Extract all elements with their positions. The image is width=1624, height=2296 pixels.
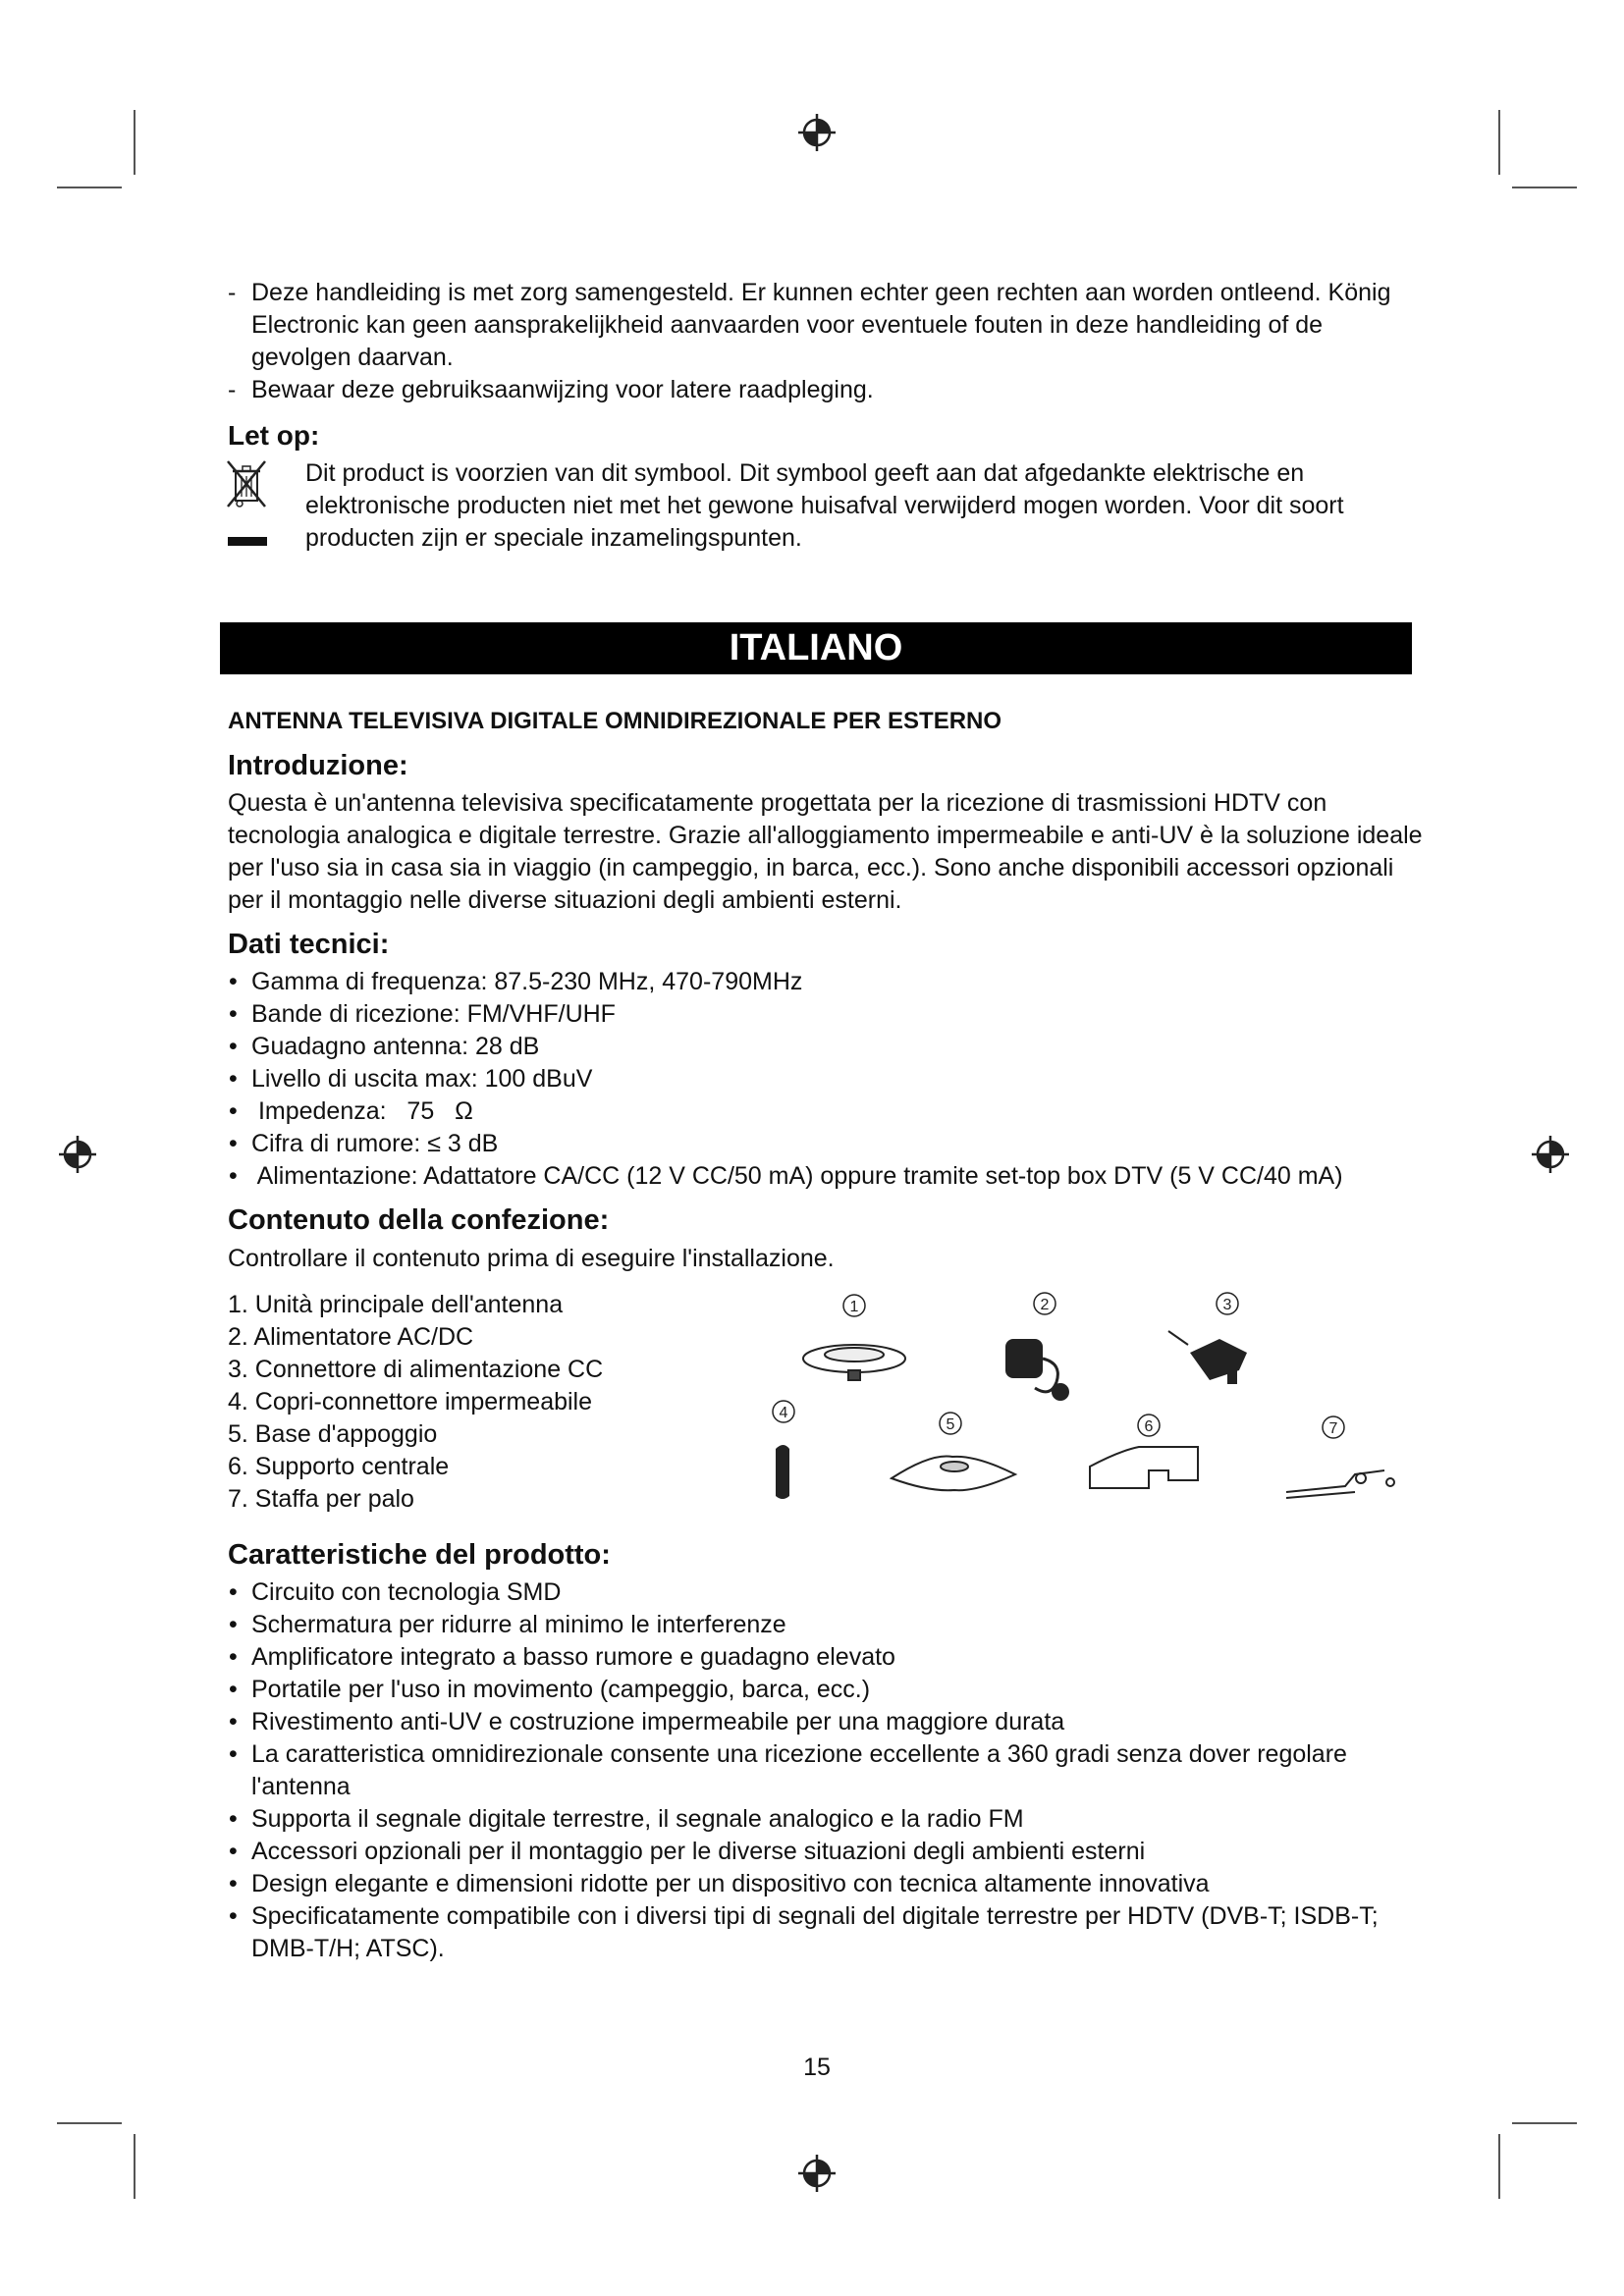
specs-heading: Dati tecnici: [228, 929, 390, 960]
let-op-text: Dit product is voorzien van dit symbool. Dit symbool geeft aan dat afgedankte elektrische en elektronische producten niet met het gewone huisafval verwijderd mogen worden. Voor dit soort producten zijn er speciale inzamelingspunten. [305, 459, 1344, 552]
base-icon [892, 1456, 1015, 1490]
spec-item: • Gamma di frequenza: 87.5-230 MHz, 470-790MHz [228, 966, 1435, 998]
feature-item: • Design elegante e dimensioni ridotte per un dispositivo con tecnica altamente innovativa [228, 1868, 1435, 1900]
page-number: 15 [803, 2054, 831, 2081]
nl-note: - Deze handleiding is met zorg samengesteld. Er kunnen echter geen rechten aan worden ontleend. König Electronic kan geen aansprakelijkheid aanvaarden voor eventuele fouten in deze handleiding of de gevolgen daarvan. [228, 279, 1391, 371]
feature-item: • Schermatura per ridurre al minimo le interferenze [228, 1609, 1435, 1641]
crop-mark [1498, 110, 1500, 175]
contents-item: 3. Connettore di alimentazione CC [228, 1356, 604, 1383]
crop-mark [57, 2122, 122, 2124]
registration-mark-icon [796, 112, 838, 153]
spec-item: • Guadagno antenna: 28 dB [228, 1031, 1435, 1063]
specs-list [228, 966, 1435, 1193]
weee-bar [228, 537, 267, 546]
intro-heading: Introduzione: [228, 750, 408, 781]
nl-notes [228, 277, 1426, 406]
contents-intro: Controllare il contenuto prima di eseguire l'installazione. [228, 1245, 835, 1272]
figure-number: 4 [779, 1405, 788, 1421]
features-list [228, 1576, 1435, 1965]
nl-note: - Bewaar deze gebruiksaanwijzing voor latere raadpleging. [228, 376, 874, 403]
feature-item: • Specificatamente compatibile con i diversi tipi di segnali del digitale terrestre per HDTV (DVB-T; ISDB-T; DMB-T/H; ATSC). [228, 1900, 1400, 1965]
crop-mark [1512, 2122, 1577, 2124]
let-op-heading: Let op: [228, 420, 320, 451]
feature-item: • Portatile per l'uso in movimento (campeggio, barca, ecc.) [228, 1674, 1435, 1706]
figure-number: 6 [1144, 1418, 1154, 1435]
figure-number: 5 [946, 1416, 955, 1433]
connector-cover-icon [776, 1445, 789, 1499]
contents-item: 2. Alimentatore AC/DC [228, 1323, 474, 1351]
crop-mark [134, 110, 135, 175]
contents-item: 1. Unità principale dell'antenna [228, 1291, 564, 1318]
crop-mark [1498, 2134, 1500, 2199]
spec-item: • Impedenza: 75 Ω [228, 1095, 1435, 1128]
spec-item: • Livello di uscita max: 100 dBuV [228, 1063, 1435, 1095]
figure-number: 7 [1328, 1420, 1338, 1437]
language-banner: ITALIANO [220, 622, 1412, 674]
contents-list [228, 1289, 603, 1516]
package-contents-illustration [766, 1286, 1414, 1522]
spec-item: • Bande di ricezione: FM/VHF/UHF [228, 998, 1435, 1031]
product-title: ANTENNA TELEVISIVA DIGITALE OMNIDIREZIONALE PER ESTERNO [228, 708, 1002, 734]
antenna-unit-icon [803, 1345, 905, 1380]
dc-connector-icon [1168, 1331, 1247, 1384]
contents-item: 4. Copri-connettore impermeabile [228, 1388, 593, 1415]
feature-item: • Supporta il segnale digitale terrestre, il segnale analogico e la radio FM [228, 1803, 1435, 1836]
crop-mark [1512, 187, 1577, 188]
feature-item: • Accessori opzionali per il montaggio per le diverse situazioni degli ambienti esterni [228, 1836, 1435, 1868]
contents-heading: Contenuto della confezione: [228, 1204, 610, 1236]
spec-item: • Cifra di rumore: ≤ 3 dB [228, 1128, 1435, 1160]
registration-mark-icon [796, 2153, 838, 2194]
figure-number: 2 [1040, 1297, 1050, 1313]
contents-item: 5. Base d'appoggio [228, 1420, 438, 1448]
power-adapter-icon [1005, 1339, 1069, 1401]
contents-item: 7. Staffa per palo [228, 1485, 414, 1513]
feature-item: • Circuito con tecnologia SMD [228, 1576, 1435, 1609]
contents-item: 6. Supporto centrale [228, 1453, 450, 1480]
intro-text: Questa è un'antenna televisiva specificatamente progettata per la ricezione di trasmissioni HDTV con tecnologia analogica e digitale terrestre. Grazie all'alloggiamento impermeabile e anti-UV è la soluzione ideale per l'uso sia in casa sia in viaggio (in campeggio, in barca, ecc.). Sono anche disponibili accessori opzionali per il montaggio nelle diverse situazioni degli ambienti esterni. [228, 789, 1423, 914]
crop-mark [134, 2134, 135, 2199]
figure-number: 1 [849, 1299, 859, 1315]
weee-crossed-bin-icon [226, 457, 267, 508]
crop-mark [57, 187, 122, 188]
feature-item: • La caratteristica omnidirezionale consente una ricezione eccellente a 360 gradi senza dover regolare l'antenna [228, 1738, 1371, 1803]
pole-bracket-icon [1286, 1470, 1394, 1498]
central-support-icon [1090, 1447, 1198, 1488]
registration-mark-icon [57, 1134, 98, 1175]
figure-number: 3 [1222, 1297, 1232, 1313]
features-heading: Caratteristiche del prodotto: [228, 1539, 611, 1571]
registration-mark-icon [1530, 1134, 1571, 1175]
feature-item: • Rivestimento anti-UV e costruzione impermeabile per una maggiore durata [228, 1706, 1435, 1738]
feature-item: • Amplificatore integrato a basso rumore e guadagno elevato [228, 1641, 1435, 1674]
spec-item: • Alimentazione: Adattatore CA/CC (12 V CC/50 mA) oppure tramite set-top box DTV (5 V CC/40 mA) [228, 1160, 1435, 1193]
